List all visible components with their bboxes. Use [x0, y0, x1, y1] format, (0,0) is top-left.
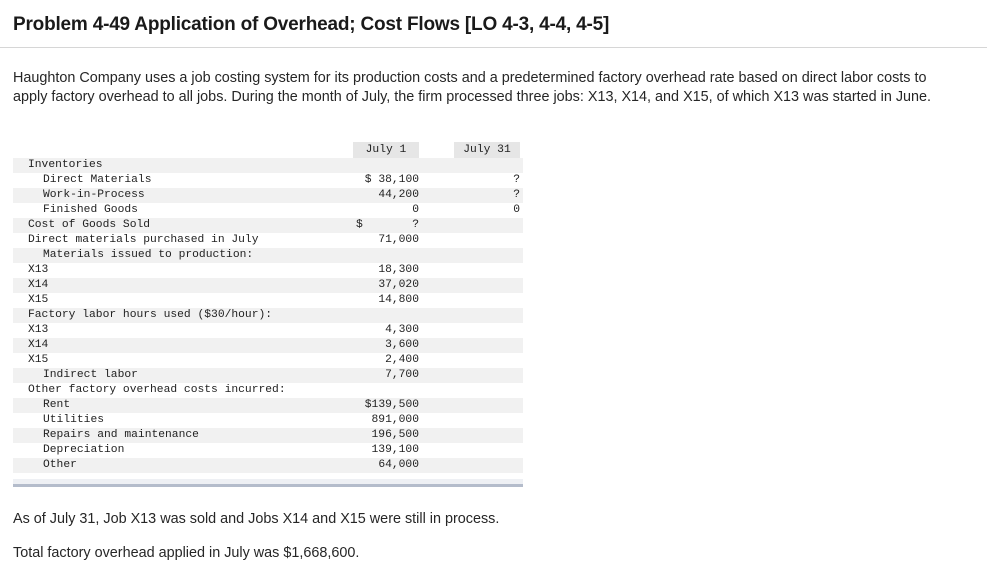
table-row — [13, 158, 523, 173]
table-row — [13, 443, 523, 458]
row-value-july1: 4,300 — [385, 324, 419, 336]
row-label: Factory labor hours used ($30/hour): — [28, 309, 273, 321]
row-label: Work-in-Process — [43, 189, 145, 201]
row-value-july1: 71,000 — [378, 234, 419, 246]
row-label: X15 — [28, 294, 49, 306]
row-label: Direct Materials — [43, 174, 152, 186]
row-value-july1: 0 — [412, 204, 419, 216]
row-label: X14 — [28, 279, 49, 291]
row-value-july1: $ 38,100 — [364, 174, 419, 186]
row-label: X13 — [28, 324, 49, 336]
header-july31: July 31 — [454, 142, 520, 158]
table-row — [13, 353, 523, 368]
table-row — [13, 458, 523, 473]
row-label: Other — [43, 459, 77, 471]
table-row — [13, 248, 523, 263]
row-label: Direct materials purchased in July — [28, 234, 259, 246]
row-label: Finished Goods — [43, 204, 138, 216]
row-value-july1: 7,700 — [385, 369, 419, 381]
row-dollar-sign: $ — [356, 219, 363, 231]
note-overhead-applied: Total factory overhead applied in July was $1,668,600. — [13, 545, 360, 561]
row-value-july1: 64,000 — [378, 459, 419, 471]
row-label: Depreciation — [43, 444, 125, 456]
table-row — [13, 413, 523, 428]
title-divider — [0, 47, 987, 48]
table-row — [13, 383, 523, 398]
row-value-july1: 2,400 — [385, 354, 419, 366]
row-label: Other factory overhead costs incurred: — [28, 384, 286, 396]
table-row — [13, 323, 523, 338]
table-row — [13, 293, 523, 308]
table-row — [13, 233, 523, 248]
table-row — [13, 263, 523, 278]
row-label: Utilities — [43, 414, 105, 426]
table-bottom-border — [13, 479, 523, 487]
table-row — [13, 338, 523, 353]
row-label: Repairs and maintenance — [43, 429, 199, 441]
table-row — [13, 203, 523, 218]
table-row — [13, 188, 523, 203]
row-value-july1: $139,500 — [364, 399, 419, 411]
problem-title: Problem 4-49 Application of Overhead; Cost Flows [LO 4-3, 4-4, 4-5] — [13, 14, 610, 35]
row-value-july1: 37,020 — [378, 279, 419, 291]
table-row — [13, 278, 523, 293]
table-row — [13, 368, 523, 383]
row-value-july1: 139,100 — [371, 444, 419, 456]
row-label: Rent — [43, 399, 71, 411]
row-value-july1: 196,500 — [371, 429, 419, 441]
table-row — [13, 218, 523, 233]
data-table — [13, 142, 523, 487]
table-row — [13, 398, 523, 413]
row-value-july31: ? — [513, 189, 520, 201]
row-label: Inventories — [28, 159, 103, 171]
table-row — [13, 308, 523, 323]
row-value-july1: ? — [412, 219, 419, 231]
row-value-july31: ? — [513, 174, 520, 186]
row-label: Cost of Goods Sold — [28, 219, 151, 231]
table-row — [13, 428, 523, 443]
row-value-july1: 44,200 — [378, 189, 419, 201]
row-label: X14 — [28, 339, 49, 351]
header-july1: July 1 — [353, 142, 419, 158]
row-label: Indirect labor — [43, 369, 138, 381]
row-value-july1: 891,000 — [371, 414, 419, 426]
row-label: X15 — [28, 354, 49, 366]
row-label: X13 — [28, 264, 49, 276]
row-value-july1: 18,300 — [378, 264, 419, 276]
row-value-july31: 0 — [513, 204, 520, 216]
table-row — [13, 173, 523, 188]
problem-intro: Haughton Company uses a job costing system for its production costs and a predetermined factory overhead rate based on direct labor costs to apply factory overhead to all jobs. During the month of July, the firm processed three jobs: X13, X14, and X15, of which X13 was started in June. — [13, 70, 932, 105]
row-value-july1: 3,600 — [385, 339, 419, 351]
note-sold: As of July 31, Job X13 was sold and Jobs X14 and X15 were still in process. — [13, 511, 500, 527]
row-value-july1: 14,800 — [378, 294, 419, 306]
row-label: Materials issued to production: — [43, 249, 254, 261]
table-header-row — [13, 142, 523, 158]
